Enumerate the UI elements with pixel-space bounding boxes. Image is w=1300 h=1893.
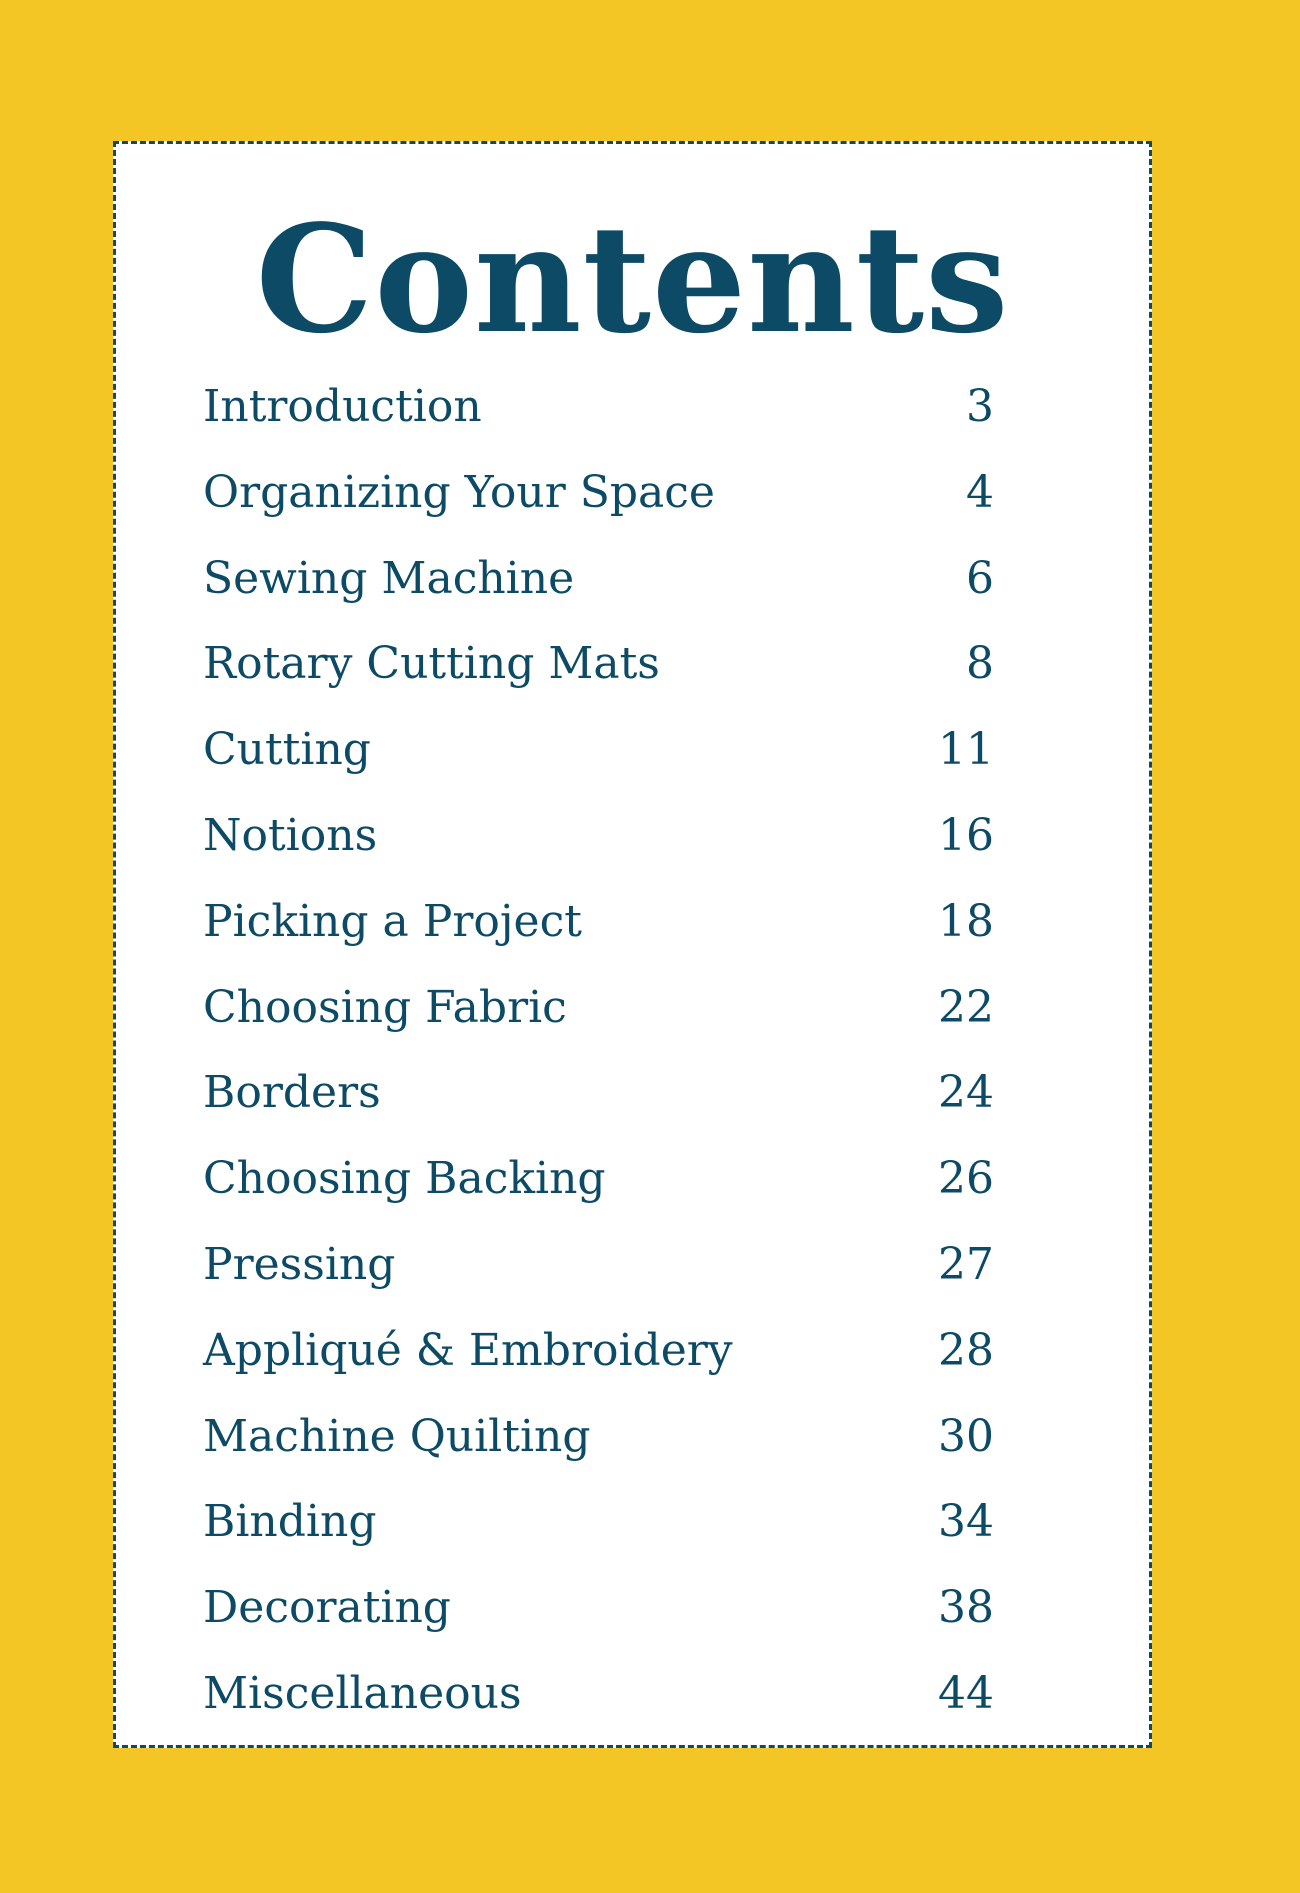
toc-entry-title: Pressing [203,1238,396,1290]
toc-entry[interactable] [203,786,994,872]
toc-entry[interactable] [203,443,994,529]
toc-entry[interactable] [203,1472,994,1558]
toc-page-number: 16 [938,809,994,861]
toc-entry-title: Picking a Project [203,895,582,947]
toc-page-number: 26 [938,1153,994,1205]
toc-entry[interactable] [203,1215,994,1301]
toc-page-number: 4 [966,466,994,518]
toc-page-number: 24 [938,1067,994,1119]
toc-entry[interactable] [203,700,994,786]
toc-page-number: 30 [938,1410,994,1462]
toc-entry-title: Binding [203,1496,377,1548]
toc-page-number: 22 [938,981,994,1033]
toc-entry[interactable] [203,1043,994,1129]
toc-entry[interactable] [203,1644,994,1730]
toc-entry[interactable] [203,1387,994,1473]
toc-page-number: 18 [938,895,994,947]
toc-entry-title: Miscellaneous [203,1667,522,1719]
toc-entry-title: Decorating [203,1582,451,1634]
toc-entry[interactable] [203,1129,994,1215]
page-title: Contents [255,192,1010,366]
toc-entry-title: Appliqué & Embroidery [203,1324,733,1376]
toc-entry-title: Sewing Machine [203,552,575,604]
toc-entry[interactable] [203,958,994,1044]
toc-entry-title: Choosing Fabric [203,981,567,1033]
toc-page-number: 44 [938,1667,994,1719]
toc-entry-title: Rotary Cutting Mats [203,638,660,690]
toc-entry[interactable] [203,614,994,700]
table-of-contents [203,357,994,1730]
toc-entry-title: Introduction [203,381,482,432]
toc-entry-title: Machine Quilting [203,1410,591,1462]
toc-page-number: 3 [966,381,994,432]
toc-entry[interactable] [203,529,994,615]
toc-page-number: 34 [938,1496,994,1548]
toc-entry[interactable] [203,1558,994,1644]
toc-page-number: 11 [938,724,994,776]
contents-panel [113,141,1152,1748]
toc-entry[interactable] [203,357,994,443]
toc-page-number: 8 [966,638,994,690]
toc-page-number: 27 [938,1238,994,1290]
toc-page-number: 28 [938,1324,994,1376]
toc-page-number: 38 [938,1582,994,1634]
toc-entry-title: Organizing Your Space [203,466,715,518]
toc-entry[interactable] [203,872,994,958]
toc-entry[interactable] [203,1301,994,1387]
toc-entry-title: Choosing Backing [203,1153,606,1205]
toc-page-number: 6 [966,552,994,604]
toc-entry-title: Borders [203,1067,381,1119]
toc-entry-title: Cutting [203,724,371,776]
toc-entry-title: Notions [203,809,378,861]
